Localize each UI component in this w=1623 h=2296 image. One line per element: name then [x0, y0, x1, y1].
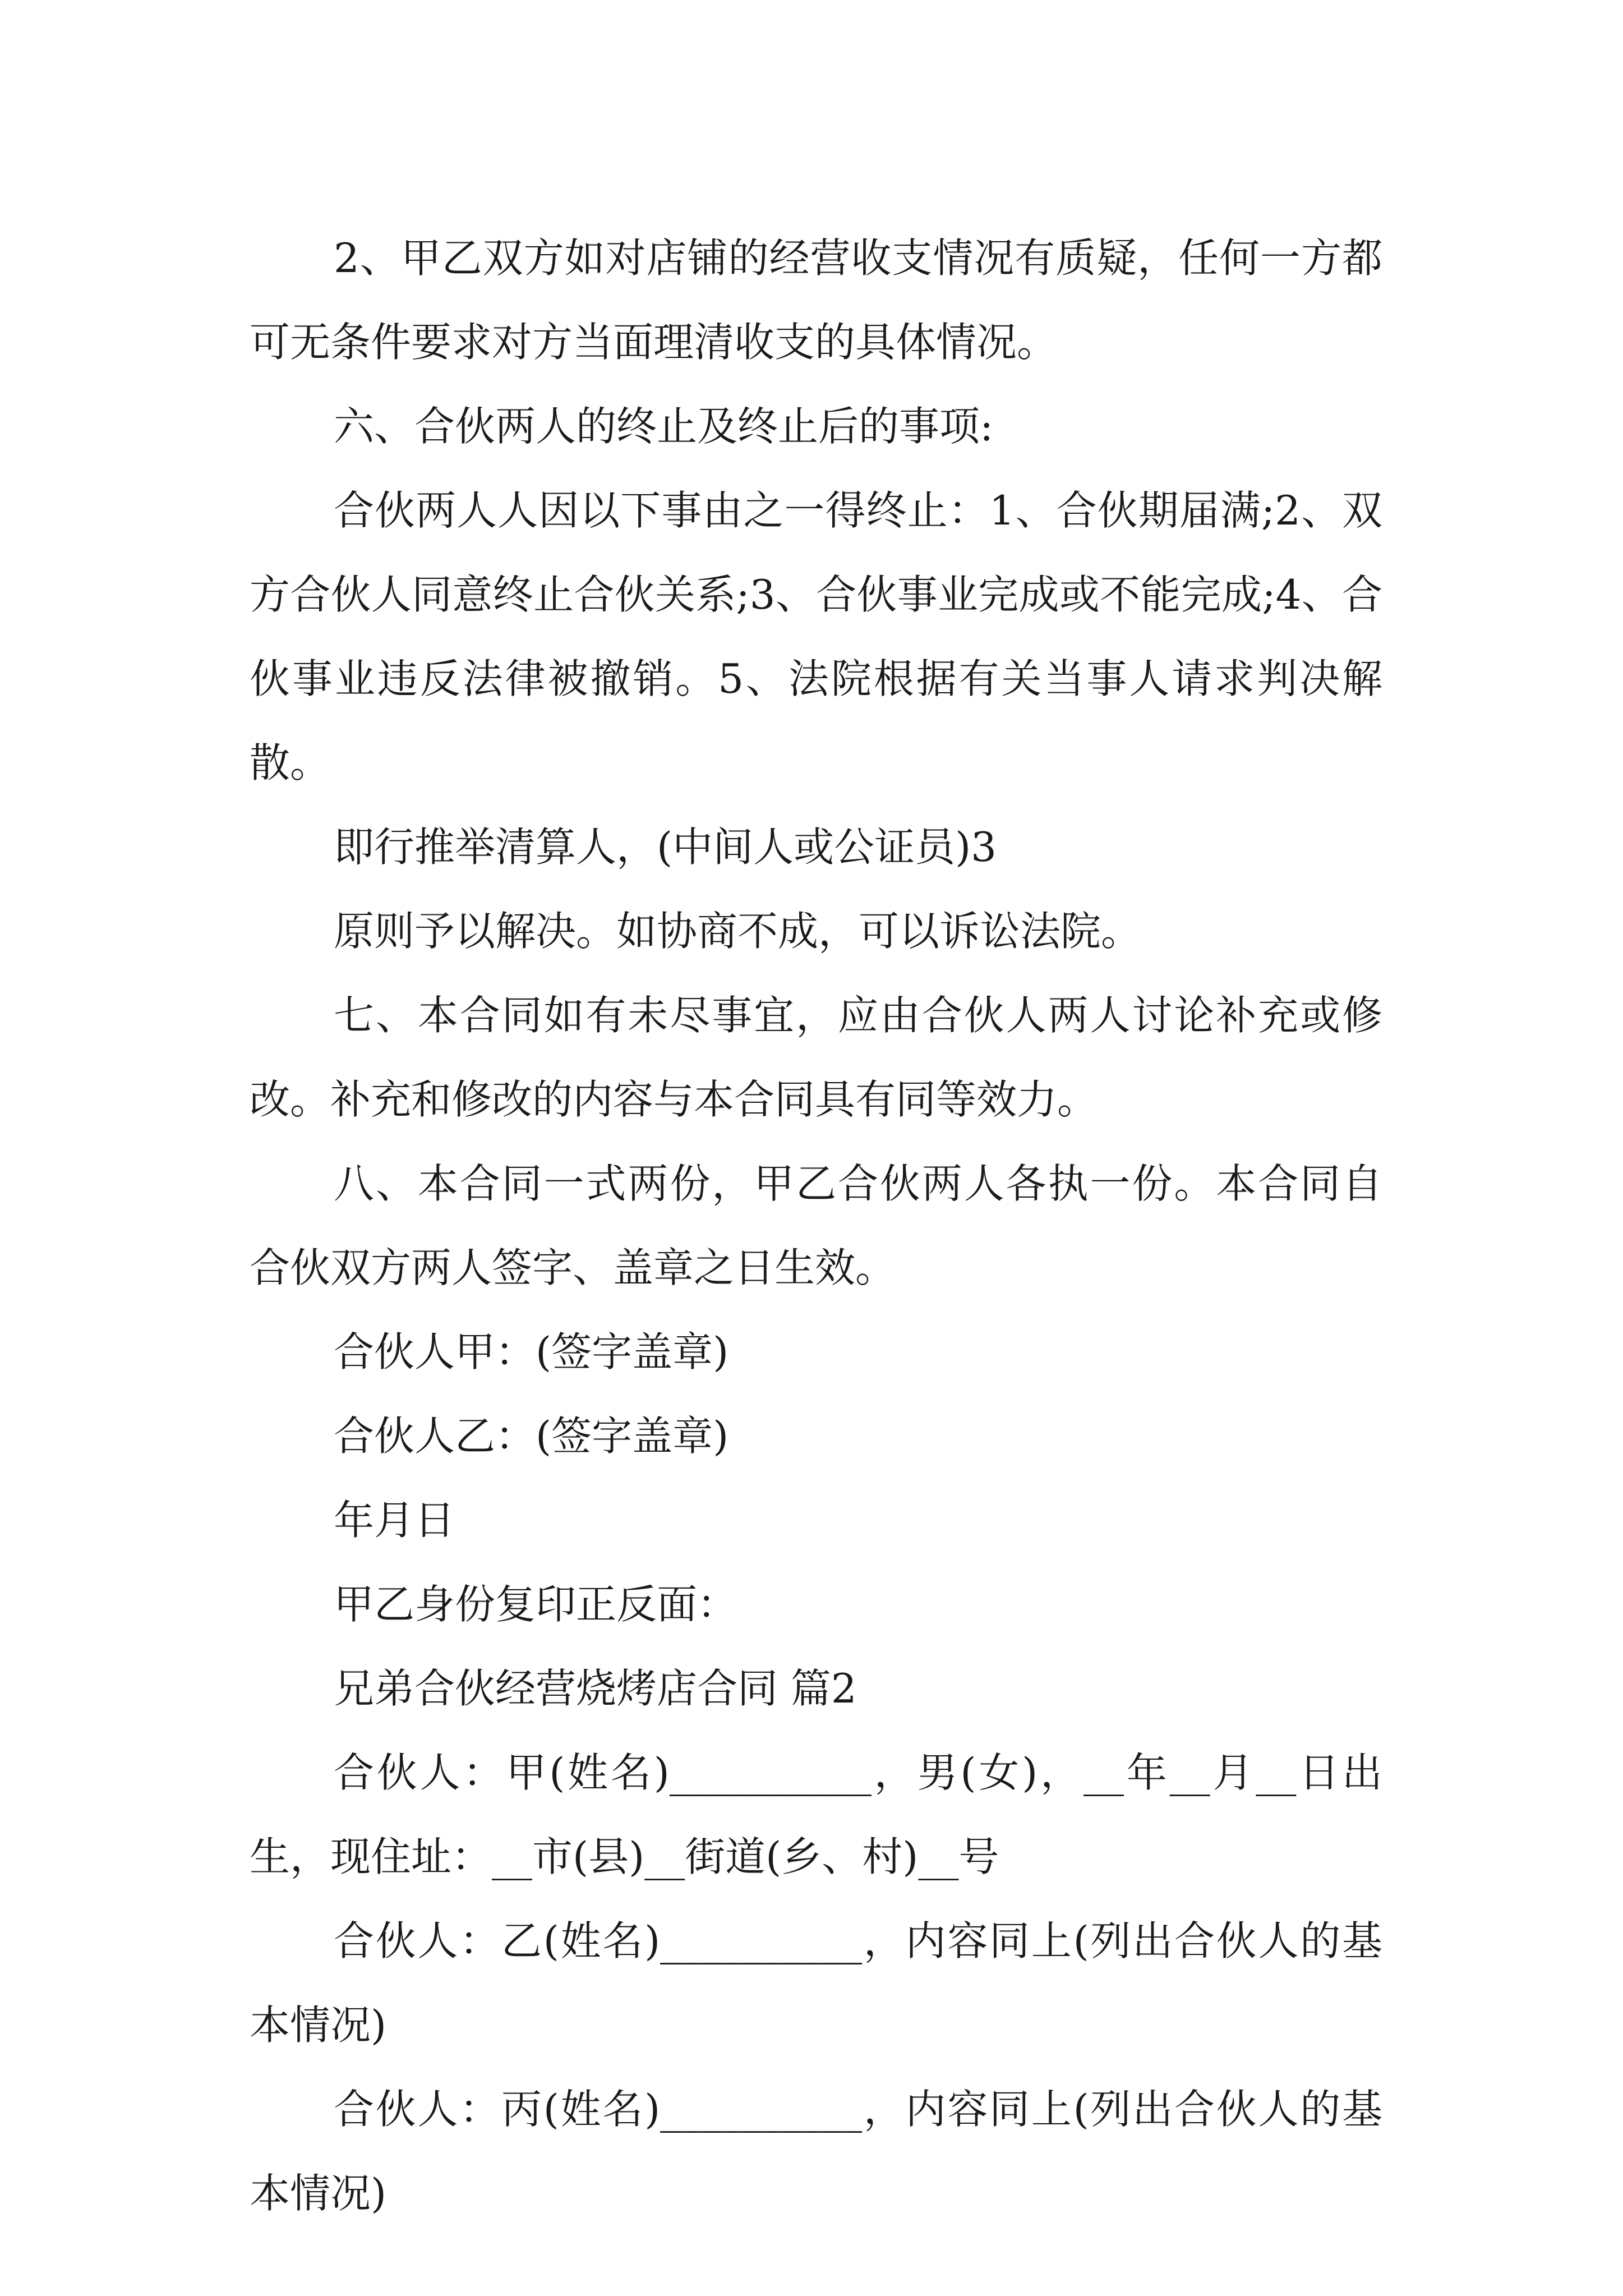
id-copy-line: 甲乙身份复印正反面： [334, 1581, 738, 1628]
partner-a-info: 合伙人：甲(姓名)__________，男(女)，__年__月__日出生，现住址：__市(县)__街道(乡、村)__号 [250, 1749, 1382, 1880]
section-title-contract-2: 兄弟合伙经营烧烤店合同 篇2 [334, 1665, 857, 1712]
partner-b-info: 合伙人：乙(姓名)__________，内容同上(列出合伙人的基本情况) [250, 1917, 1382, 2049]
heading-termination: 六、合伙两人的终止及终止后的事项: [334, 403, 994, 450]
signature-partner-a: 合伙人甲：(签字盖章) [334, 1328, 729, 1375]
document-body [250, 216, 1382, 2235]
date-line: 年月日 [334, 1497, 455, 1544]
paragraph-supplement: 七、本合同如有未尽事宜，应由合伙人两人讨论补充或修改。补充和修改的内容与本合同具有同等效力。 [250, 992, 1382, 1123]
paragraph-copies: 八、本合同一式两份，甲乙合伙两人各执一份。本合同自合伙双方两人签字、盖章之日生效。 [250, 1160, 1382, 1291]
paragraph-termination-causes: 合伙两人人因以下事由之一得终止：1、合伙期届满;2、双方合伙人同意终止合伙关系;3、合伙事业完成或不能完成;4、合伙事业违反法律被撤销。5、法院根据有关当事人请求判决解散。 [250, 487, 1382, 786]
paragraph-income-dispute: 2、甲乙双方如对店铺的经营收支情况有质疑，任何一方都可无条件要求对方当面理清收支的具体情况。 [250, 234, 1382, 366]
partner-c-info: 合伙人：丙(姓名)__________，内容同上(列出合伙人的基本情况) [250, 2086, 1382, 2217]
signature-partner-b: 合伙人乙：(签字盖章) [334, 1412, 729, 1460]
paragraph-resolution: 原则予以解决。如协商不成，可以诉讼法院。 [334, 908, 1142, 955]
paragraph-liquidator: 即行推举清算人，(中间人或公证员)3 [334, 823, 997, 871]
